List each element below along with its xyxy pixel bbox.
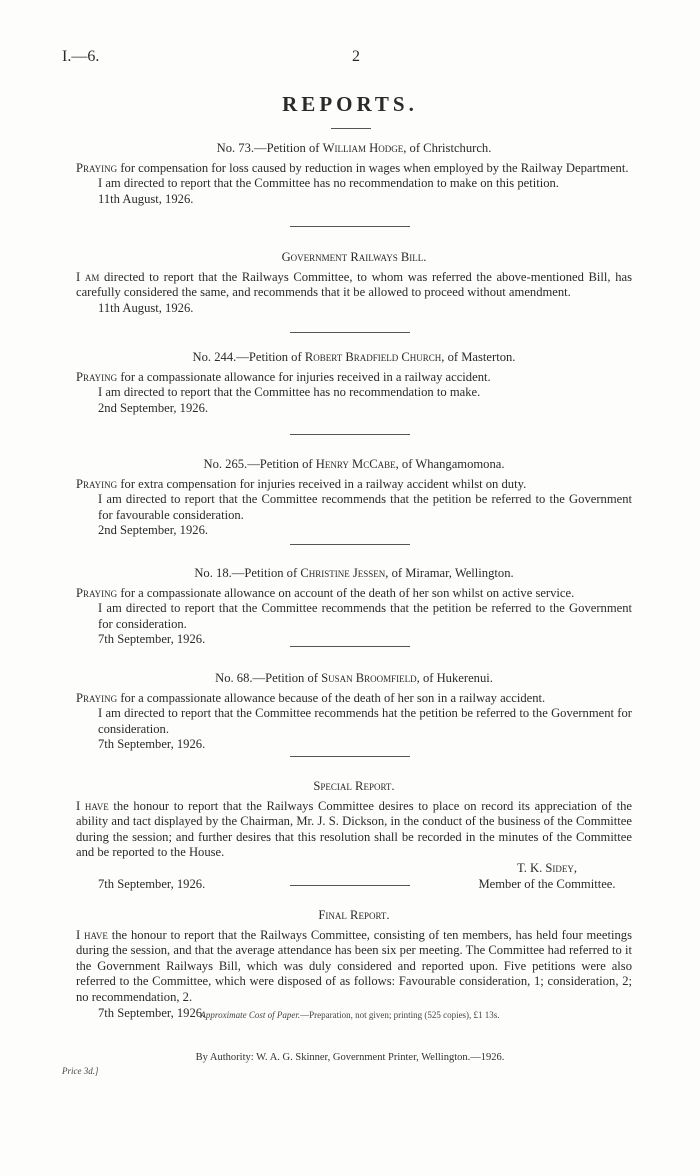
report-date: 2nd September, 1926. (98, 523, 209, 538)
printer-imprint: By Authority: W. A. G. Skinner, Government Printer, Wellington.—1926. (195, 1052, 505, 1063)
petition-prayer: Praying for extra compensation for injuries received in a railway accident whilst on duty. (76, 476, 527, 491)
section-heading: No. 265.—Petition of Henry McCabe, of Whangamomona. (203, 457, 505, 471)
bill-report: I am directed to report that the Railways Committee, to whom was referred the above-mentioned Bill, has carefully considered the same, and recommends that it be allowed to proceed without amendment. (76, 269, 632, 300)
report-date: 7th September, 1926. (98, 737, 206, 752)
committee-report: I am directed to report that the Committee recommends that the petition be referred to the Government for favourable consideration. (98, 492, 632, 522)
government-railways-bill (76, 250, 632, 316)
petition-68 (76, 671, 632, 753)
report-date: 2nd September, 1926. (98, 400, 209, 415)
petition-265 (76, 457, 632, 539)
section-heading: Special Report. (313, 779, 395, 793)
cost-text: —Preparation, not given; printing (525 copies), £1 13s. (300, 1010, 500, 1020)
section-divider (290, 434, 410, 435)
committee-report: I am directed to report that the Committee recommends hat the petition be referred to the Government for consideration. (98, 706, 632, 736)
report-date: 11th August, 1926. (98, 191, 194, 206)
special-report-body: I have the honour to report that the Railways Committee desires to place on record its appreciation of the ability and tact displayed by the Chairman, Mr. J. S. Dickson, in the conduct of the business of the Committee during the session; and further desires that this resolution shall be recorded in the minutes of the Committee and be reported to the House. (76, 798, 632, 860)
section-divider (290, 756, 410, 757)
section-divider (290, 332, 410, 333)
petition-18 (76, 566, 632, 648)
committee-report: I am directed to report that the Committee recommends that the petition be referred to the Government for consideration. (98, 601, 632, 631)
report-date: 7th September, 1926. (98, 876, 206, 891)
section-heading: Government Railways Bill. (281, 250, 427, 264)
signature-block (76, 861, 632, 877)
section-heading: No. 73.—Petition of William Hodge, of Christchurch. (216, 141, 492, 155)
petition-73 (76, 141, 632, 207)
cost-label: Approximate Cost of Paper. (200, 1010, 301, 1020)
section-heading: No. 18.—Petition of Christine Jessen, of Miramar, Wellington. (194, 566, 514, 580)
section-divider (290, 885, 410, 886)
petition-prayer: Praying for a compassionate allowance because of the death of her son in a railway accident. (76, 690, 546, 705)
section-heading: No. 244.—Petition of Robert Bradfield Church, of Masterton. (192, 350, 516, 364)
report-date: 7th September, 1926. (98, 632, 206, 647)
petition-244 (76, 350, 632, 416)
petitioner-name: Robert Bradfield Church (304, 350, 442, 364)
petitioner-name: Susan Broomfield (321, 671, 417, 685)
page-number: 2 (352, 48, 360, 65)
report-date: 7th September, 1926. (98, 1005, 206, 1020)
section-divider (290, 646, 410, 647)
final-report (76, 908, 632, 1021)
cost-note (0, 1010, 700, 1020)
special-report (76, 779, 632, 892)
committee-report: I am directed to report that the Committee has no recommendation to make. (98, 385, 481, 400)
section-divider (290, 226, 410, 227)
price-note: Price 3d.] (62, 1066, 99, 1076)
committee-report: I am directed to report that the Committee has no recommendation to make on this petition. (98, 176, 559, 191)
petitioner-name: Henry McCabe (315, 457, 396, 471)
signatory-name: T. K. Sidey, (516, 860, 578, 875)
petitioner-name: William Hodge (322, 141, 404, 155)
final-report-body: I have the honour to report that the Railways Committee, consisting of ten members, has held four meetings during the session, and that the average attendance has been six per meeting. The Committee had referred to it the Government Railways Bill, which was duly considered and reported upon. Five petitions were also referred to the Committee, which were disposed of as follows: Favourable consideration, 1; consideration, 2; no recommendation, 2. (76, 927, 632, 1004)
title-rule (331, 128, 371, 129)
section-heading: Final Report. (318, 908, 390, 922)
document-series: I.—6. (62, 48, 100, 65)
section-divider (290, 544, 410, 545)
page-title: REPORTS. (282, 92, 418, 116)
petition-prayer: Praying for a compassionate allowance for injuries received in a railway accident. (76, 369, 491, 384)
petition-prayer: Praying for compensation for loss caused by reduction in wages when employed by the Railway Department. (76, 160, 629, 175)
petition-prayer: Praying for a compassionate allowance on account of the death of her son whilst on active service. (76, 585, 575, 600)
signatory-role: Member of the Committee. (478, 876, 616, 891)
petitioner-name: Christine Jessen (300, 566, 386, 580)
section-heading: No. 68.—Petition of Susan Broomfield, of Hukerenui. (215, 671, 493, 685)
report-date: 11th August, 1926. (98, 300, 194, 315)
